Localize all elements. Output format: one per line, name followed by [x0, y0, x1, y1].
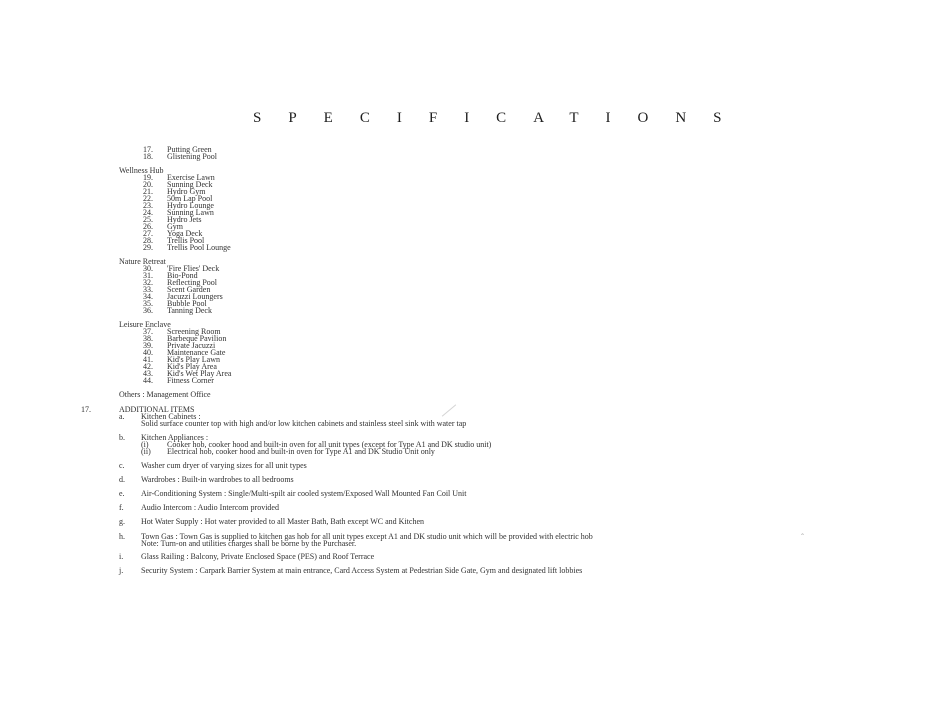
list-item: 18. Glistening Pool [143, 152, 218, 161]
page-title: SPECIFICATIONS [253, 110, 749, 126]
list-item: 25. Hydro Jets [143, 215, 202, 224]
list-item: 17. Putting Green [143, 145, 212, 154]
list-item: 26. Gym [143, 222, 183, 231]
list-item: 36. Tanning Deck [143, 306, 212, 315]
item-i: i. Glass Railing : Balcony, Private Enclosed Space (PES) and Roof Terrace [119, 552, 375, 561]
list-item: 19. Exercise Lawn [143, 173, 215, 182]
item-d: d. Wardrobes : Built-in wardrobes to all bedrooms [119, 475, 294, 484]
list-item: 34. Jacuzzi Loungers [143, 292, 223, 301]
section-number: 17. [81, 405, 91, 414]
section-heading-nature-retreat: Nature Retreat [119, 257, 166, 266]
item-g: g. Hot Water Supply : Hot water provided to all Master Bath, Bath except WC and Kitchen [119, 517, 424, 526]
item-h: h. Town Gas : Town Gas is supplied to kitchen gas hob for all unit types except A1 and DK studio unit which will be provided with electric hob [119, 532, 593, 541]
list-item: 22. 50m Lap Pool [143, 194, 213, 203]
list-item: 29. Trellis Pool Lounge [143, 243, 231, 252]
scan-speck: ˆ [801, 532, 804, 542]
section-heading-wellness-hub: Wellness Hub [119, 166, 164, 175]
item-h-note: Note: Turn-on and utilities charges shall be borne by the Purchaser. [141, 539, 357, 548]
list-item: 43. Kid's Wet Play Area [143, 369, 232, 378]
item-j: j. Security System : Carpark Barrier System at main entrance, Card Access System at Pedestrian Side Gate, Gym and designated lift lobbies [119, 566, 583, 575]
scan-mark [442, 404, 456, 416]
list-item: 42. Kid's Play Area [143, 362, 217, 371]
section-heading-leisure-enclave: Leisure Enclave [119, 320, 171, 329]
list-item: 37. Screening Room [143, 327, 221, 336]
item-f: f. Audio Intercom : Audio Intercom provided [119, 503, 279, 512]
list-item: 27. Yoga Deck [143, 229, 203, 238]
item-b-i: (i) Cooker hob, cooker hood and built-in oven for all unit types (except for Type A1 and DK studio unit) [141, 440, 492, 449]
list-item: 31. Bio-Pond [143, 271, 198, 280]
list-item: 41. Kid's Play Lawn [143, 355, 220, 364]
item-a-text: Solid surface counter top with high and/or low kitchen cabinets and stainless steel sink with water tap [141, 419, 467, 428]
item-c: c. Washer cum dryer of varying sizes for all unit types [119, 461, 307, 470]
list-item: 28. Trellis Pool [143, 236, 205, 245]
list-item: 21. Hydro Gym [143, 187, 206, 196]
section-heading-additional-items: ADDITIONAL ITEMS [119, 405, 195, 414]
list-item: 40. Maintenance Gate [143, 348, 226, 357]
list-item: 33. Scent Garden [143, 285, 211, 294]
list-item: 20. Sunning Deck [143, 180, 213, 189]
list-item: 44. Fitness Corner [143, 376, 214, 385]
list-item: 24. Sunning Lawn [143, 208, 214, 217]
list-item: 30. 'Fire Flies' Deck [143, 264, 220, 273]
list-item: 32. Reflecting Pool [143, 278, 217, 287]
list-item: 23. Hydro Lounge [143, 201, 214, 210]
item-b-ii: (ii) Electrical hob, cooker hood and built-in oven for Type A1 and DK Studio Unit only [141, 447, 435, 456]
list-item: 39. Private Jacuzzi [143, 341, 216, 350]
item-a: a. Kitchen Cabinets : [119, 412, 201, 421]
list-item: 35. Bubble Pool [143, 299, 207, 308]
item-b: b. Kitchen Appliances : [119, 433, 209, 442]
list-item: 38. Barbeque Pavilion [143, 334, 227, 343]
item-e: e. Air-Conditioning System : Single/Multi-spilt air cooled system/Exposed Wall Mounted Fan Coil Unit [119, 489, 467, 498]
others-line: Others : Management Office [119, 390, 211, 399]
